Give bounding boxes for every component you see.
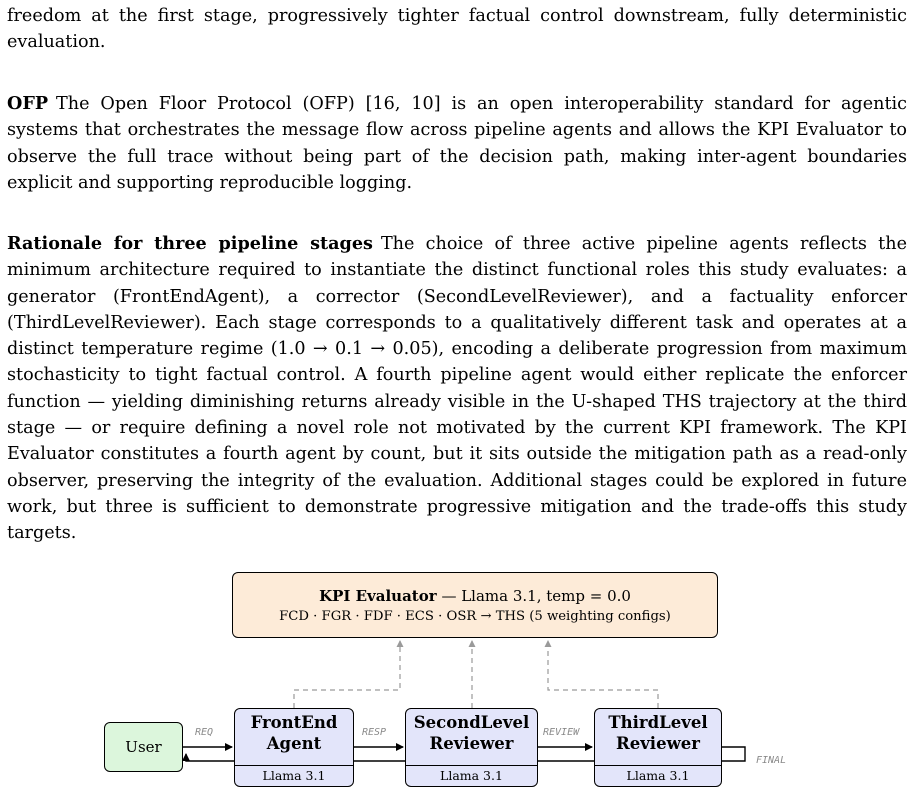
resp-edge-label: RESP (362, 727, 387, 738)
intro-continuation: freedom at the first stage, progressively tighter factual control downstream, fully deterministic evaluation. (7, 6, 907, 53)
observe-line-thirdlevel (548, 641, 658, 708)
secondlevel-reviewer-name (414, 709, 529, 765)
thirdlevel-reviewer-name-line2: Reviewer (616, 734, 700, 753)
frontend-agent-node (234, 708, 354, 787)
frontend-agent-name-line2: Agent (266, 734, 322, 753)
rationale-body: The choice of three active pipeline agents reflects the minimum architecture required to instantiate the distinct functional roles this study evaluates: a generator (FrontEndAgent), a corrector (SecondLevelReviewer), and a factuality enforcer (ThirdLevelReviewer). Each stage corresponds to a qualitatively different task and operates at a distinct temperature regime (1.0 → 0.1 → 0.05), encoding a deliberate progression from maximum stochasticity to tight factual control. A fourth pipeline agent would either replicate the enforcer function — yielding diminishing returns already visible in the U-shaped THS trajectory at the third stage — or require defining a novel role not motivated by the current KPI framework. The KPI Evaluator constitutes a fourth agent by count, but it sits outside the mitigation path as a read-only observer, preserving the integrity of the evaluation. Additional stages could be explored in future work, but three is sufficient to demonstrate progressive mitigation and the trade-offs this study targets. (7, 234, 907, 544)
thirdlevel-reviewer-name (608, 709, 707, 765)
secondlevel-reviewer-name-line1: SecondLevel (413, 713, 530, 732)
secondlevel-reviewer-model: Llama 3.1 (406, 765, 537, 786)
frontend-agent-name-line1: FrontEnd (250, 713, 338, 732)
rationale-heading: Rationale for three pipeline stages (7, 233, 373, 254)
kpi-evaluator-config: — Llama 3.1, temp = 0.0 (441, 586, 631, 605)
user-node (104, 722, 183, 772)
ofp-heading: OFP (7, 93, 49, 114)
kpi-evaluator-metrics: FCD · FGR · FDF · ECS · OSR → THS (5 weighting configs) (279, 608, 671, 624)
frontend-agent-name (251, 709, 338, 765)
secondlevel-reviewer-name-line2: Reviewer (429, 734, 514, 753)
kpi-evaluator-box (232, 572, 718, 638)
ofp-body: The Open Floor Protocol (OFP) [16, 10] is an open interoperability standard for agentic systems that orchestrates the message flow across pipeline agents and allows the KPI Evaluator to observe the full trace without being part of the decision path, making inter-agent boundaries explicit and supporting reproducible logging. (7, 94, 907, 193)
frontend-agent-model: Llama 3.1 (235, 765, 353, 786)
review-edge-label: REVIEW (543, 727, 580, 738)
secondlevel-reviewer-node (405, 708, 538, 787)
kpi-evaluator-title-row (319, 587, 631, 605)
user-label: User (125, 738, 162, 756)
thirdlevel-reviewer-node (594, 708, 722, 787)
thirdlevel-reviewer-model: Llama 3.1 (595, 765, 721, 786)
observe-line-frontend (294, 641, 400, 708)
thirdlevel-reviewer-name-line1: ThirdLevel (608, 713, 708, 732)
final-edge-label: FINAL (756, 755, 787, 766)
kpi-evaluator-title: KPI Evaluator (319, 586, 437, 605)
req-edge-label: REQ (195, 727, 214, 738)
